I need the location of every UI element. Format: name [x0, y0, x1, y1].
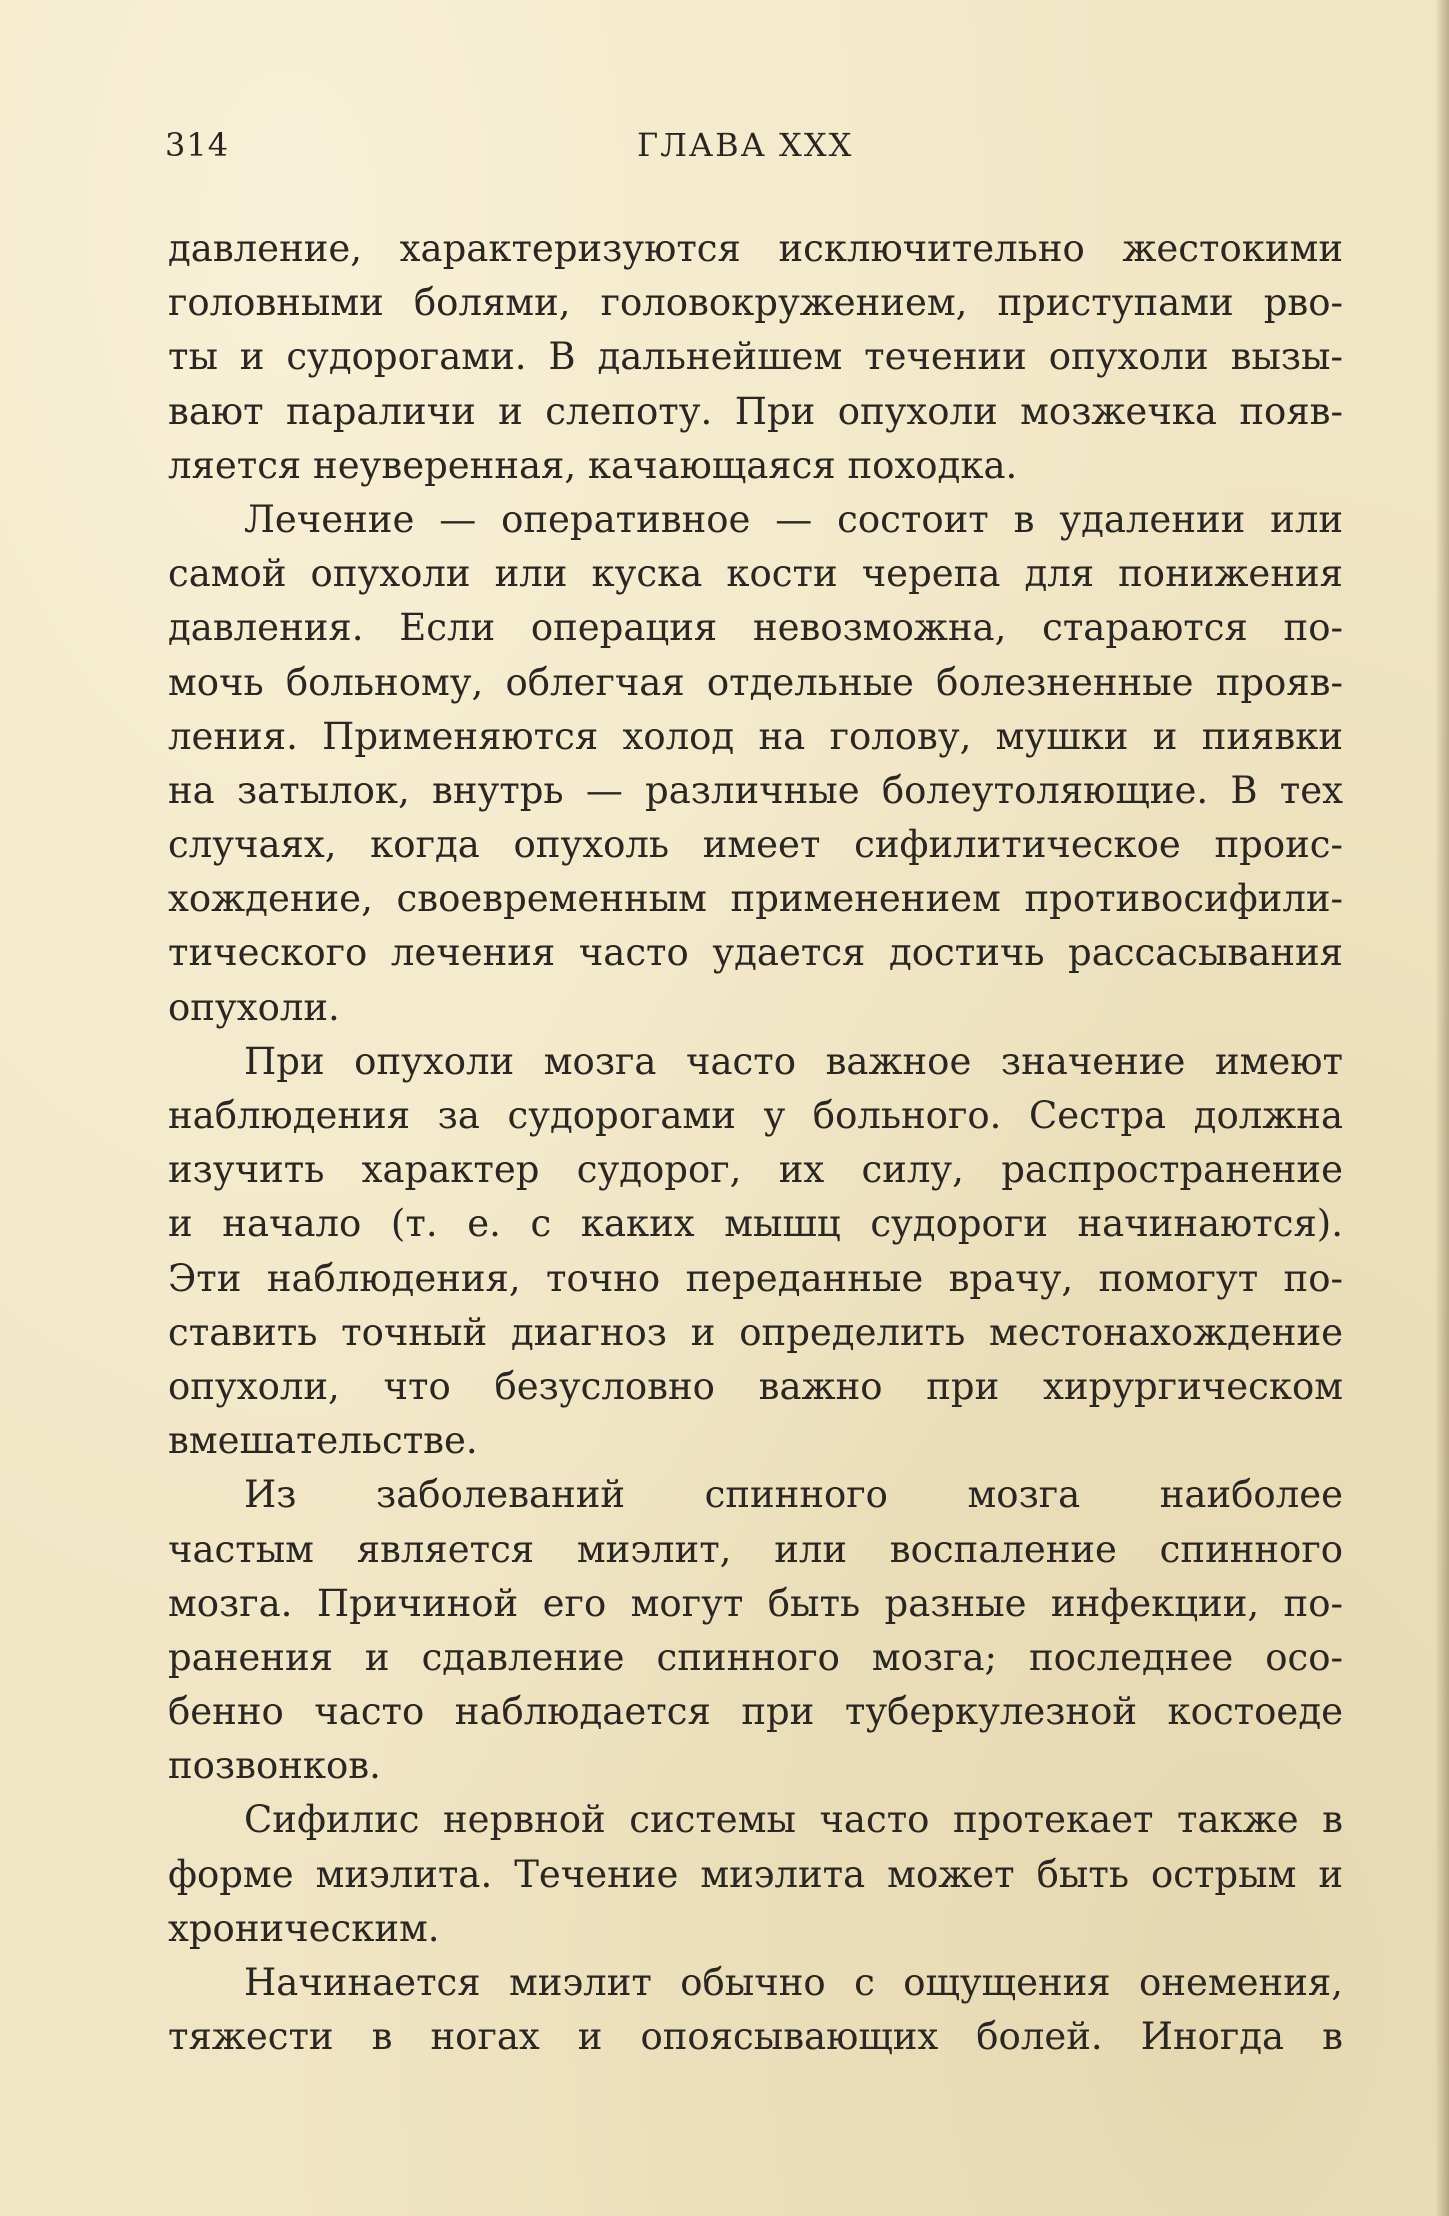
text-line: При опухоли мозга часто важное значение имеют: [244, 1039, 1343, 1083]
text-line: давления. Если операция невозможна, стараются по-: [168, 606, 1343, 650]
text-line: бенно часто наблюдается при туберкулезной костоеде: [168, 1690, 1343, 1734]
text-line: на затылок, внутрь — различные болеутоляющие. В тех: [168, 768, 1343, 812]
text-line: хроническим.: [168, 1906, 440, 1950]
text-line: Из заболеваний спинного мозга наиболее: [244, 1473, 1343, 1517]
text-line: Лечение — оперативное — состоит в удалении или: [244, 497, 1343, 541]
text-line: вмешательстве.: [168, 1419, 478, 1463]
text-line: Начинается миэлит обычно с ощущения онемения,: [244, 1961, 1343, 2004]
text-line: опухоли, что безусловно важно при хирургическом: [168, 1364, 1343, 1408]
text-line: частым является миэлит, или воспаление спинного: [168, 1527, 1343, 1571]
text-line: вают параличи и слепоту. При опухоли мозжечка появ-: [168, 389, 1343, 433]
body-text: [168, 222, 1343, 2064]
text-line: изучить характер судорог, их силу, распространение: [168, 1148, 1343, 1192]
text-line: форме миэлита. Течение миэлита может быть острым и: [168, 1852, 1343, 1896]
page-edge-shadow: [1435, 0, 1449, 2216]
text-line: мочь больному, облегчая отдельные болезненные прояв-: [168, 660, 1343, 704]
text-line: мозга. Причиной его могут быть разные инфекции, по-: [168, 1581, 1343, 1625]
text-line: хождение, своевременным применением противосифили-: [168, 877, 1343, 921]
text-line: ляется неуверенная, качающаяся походка.: [168, 443, 1018, 487]
text-line: наблюдения за судорогами у больного. Сестра должна: [168, 1094, 1343, 1137]
text-line: ранения и сдавление спинного мозга; последнее осо-: [168, 1635, 1343, 1679]
text-line: самой опухоли или куска кости черепа для понижения: [168, 552, 1343, 596]
text-line: Сифилис нервной системы часто протекает также в: [244, 1798, 1343, 1842]
page-number: 314: [165, 126, 230, 164]
text-line: ления. Применяются холод на голову, мушки и пиявки: [168, 714, 1343, 758]
text-line: ставить точный диагноз и определить местонахождение: [168, 1310, 1343, 1354]
running-head: [165, 126, 1345, 176]
text-line: опухоли.: [168, 985, 340, 1029]
text-line: тического лечения часто удается достичь рассасывания: [168, 931, 1343, 975]
text-line: и начало (т. е. с каких мышц судороги начинаются).: [168, 1202, 1343, 1246]
text-line: головными болями, головокружением, приступами рво-: [168, 281, 1343, 325]
text-line: Эти наблюдения, точно переданные врачу, помогут по-: [168, 1256, 1343, 1300]
text-line: случаях, когда опухоль имеет сифилитическое проис-: [168, 823, 1343, 867]
text-line: позвонков.: [168, 1744, 381, 1788]
text-line: тяжести в ногах и опоясывающих болей. Иногда в: [168, 2015, 1343, 2059]
chapter-title: ГЛАВА XXX: [637, 126, 854, 164]
text-line: ты и судорогами. В дальнейшем течении опухоли вызы-: [168, 335, 1343, 379]
text-line: давление, характеризуются исключительно жестокими: [168, 227, 1343, 270]
